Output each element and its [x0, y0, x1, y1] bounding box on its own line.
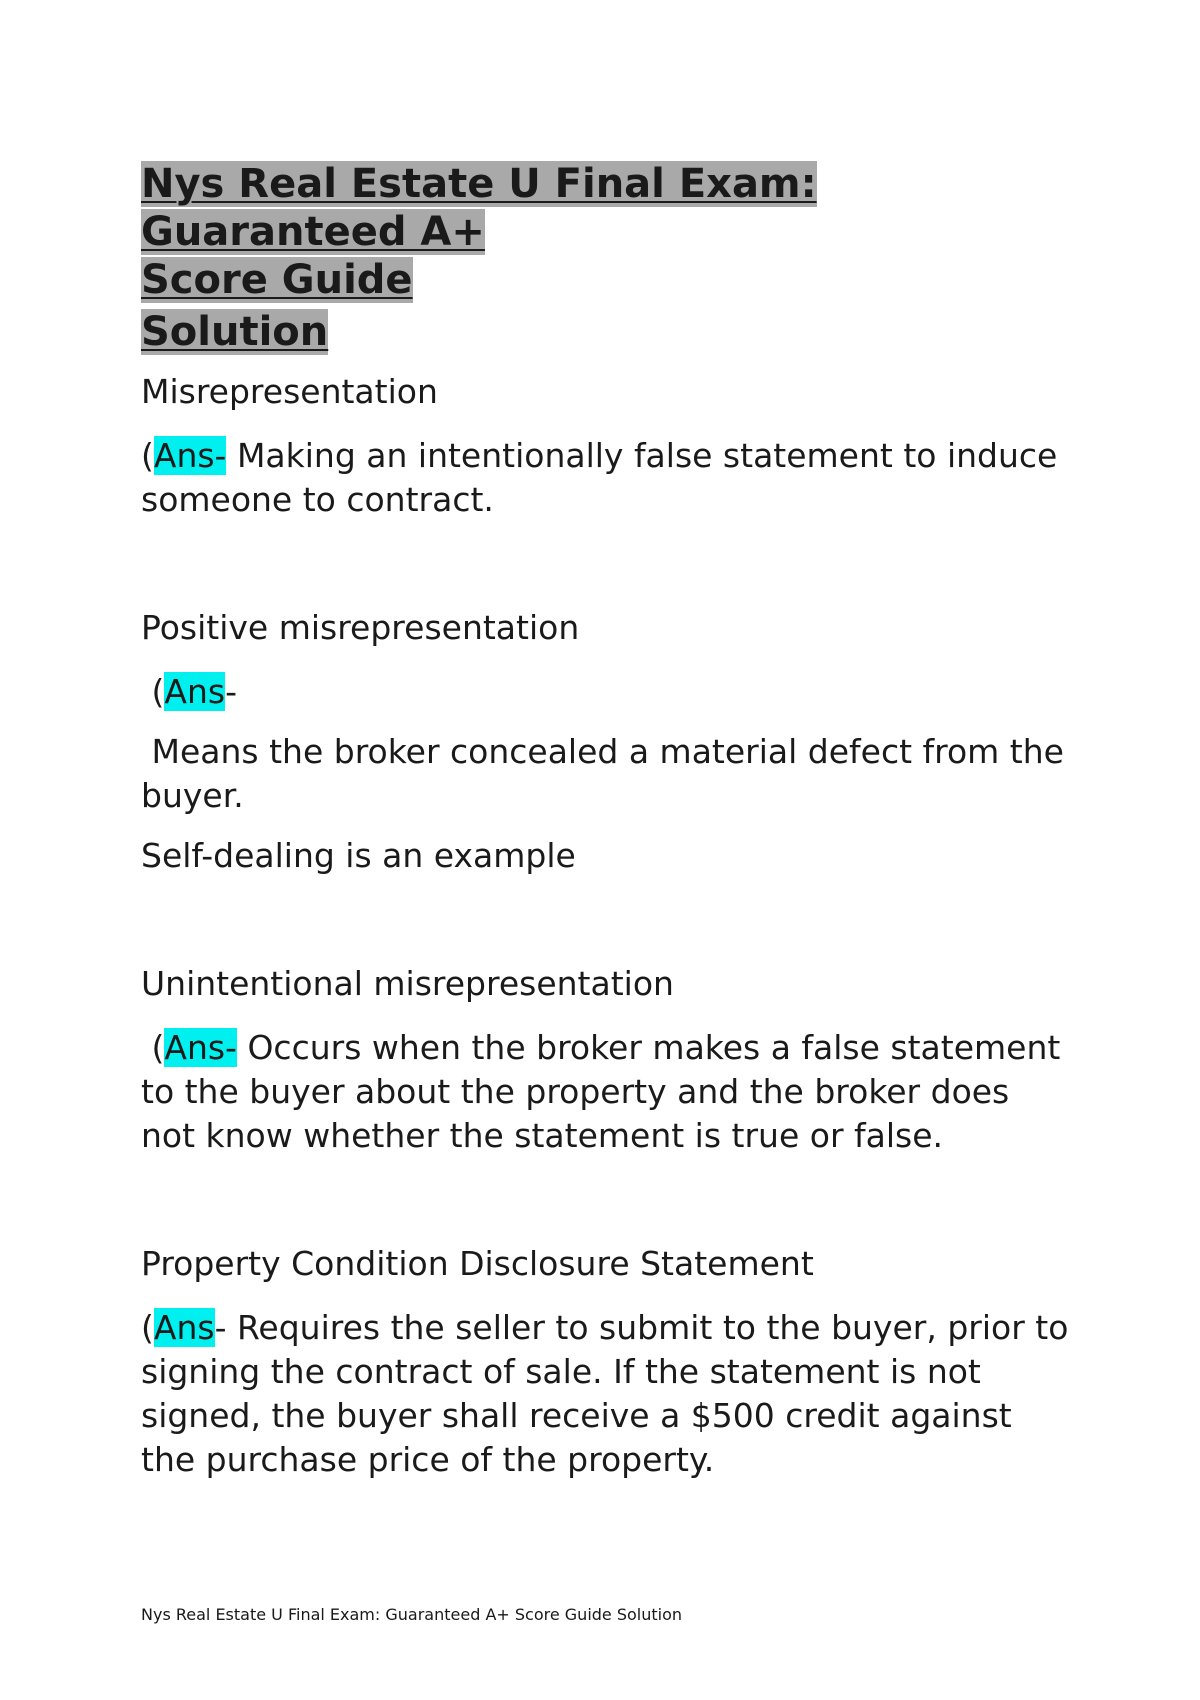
document-page: [141, 160, 1075, 1482]
page-footer: Nys Real Estate U Final Exam: Guaranteed A+ Score Guide Solution: [141, 1605, 683, 1624]
open-paren: (: [141, 436, 154, 475]
entry-property-condition-disclosure: [141, 1242, 1071, 1482]
title-line-1: Nys Real Estate U Final Exam: Guaranteed A+: [141, 161, 817, 255]
entry-misrepresentation: [141, 370, 1071, 522]
term: Property Condition Disclosure Statement: [141, 1244, 814, 1283]
title-line-2: Score Guide: [141, 257, 413, 303]
entry-unintentional-misrepresentation: [141, 962, 1071, 1158]
answer-note: Self-dealing is an example: [141, 836, 576, 875]
ans-label: Ans: [164, 672, 226, 711]
answer-text: [141, 434, 1071, 522]
open-paren: (: [141, 1028, 165, 1067]
open-paren: (: [141, 1308, 154, 1347]
term: Unintentional misrepresentation: [141, 964, 674, 1003]
ans-label: Ans: [153, 1308, 215, 1347]
answer-body: Making an intentionally false statement to induce someone to contract.: [141, 436, 1058, 519]
answer-body: Means the broker concealed a material defect from the buyer.: [141, 732, 1075, 815]
entry-positive-misrepresentation: [141, 606, 1075, 878]
answer-body: Occurs when the broker makes a false statement to the buyer about the property and the broker does not know whether the statement is true or false.: [141, 1028, 1061, 1155]
term: Misrepresentation: [141, 372, 438, 411]
answer-label-line: [141, 670, 1071, 714]
ans-dash: -: [225, 672, 237, 711]
document-title: [141, 160, 1071, 356]
ans-label: Ans-: [164, 1028, 237, 1067]
ans-label: Ans-: [153, 436, 227, 475]
open-paren: (: [141, 672, 165, 711]
answer-body: - Requires the seller to submit to the buyer, prior to signing the contract of sale. If the statement is not signed, the buyer shall receive a $500 credit against the purchase price of the property.: [141, 1308, 1069, 1479]
title-line-3: Solution: [141, 309, 329, 355]
answer-text: [141, 1026, 1071, 1158]
term: Positive misrepresentation: [141, 608, 580, 647]
answer-text: [141, 1306, 1071, 1482]
